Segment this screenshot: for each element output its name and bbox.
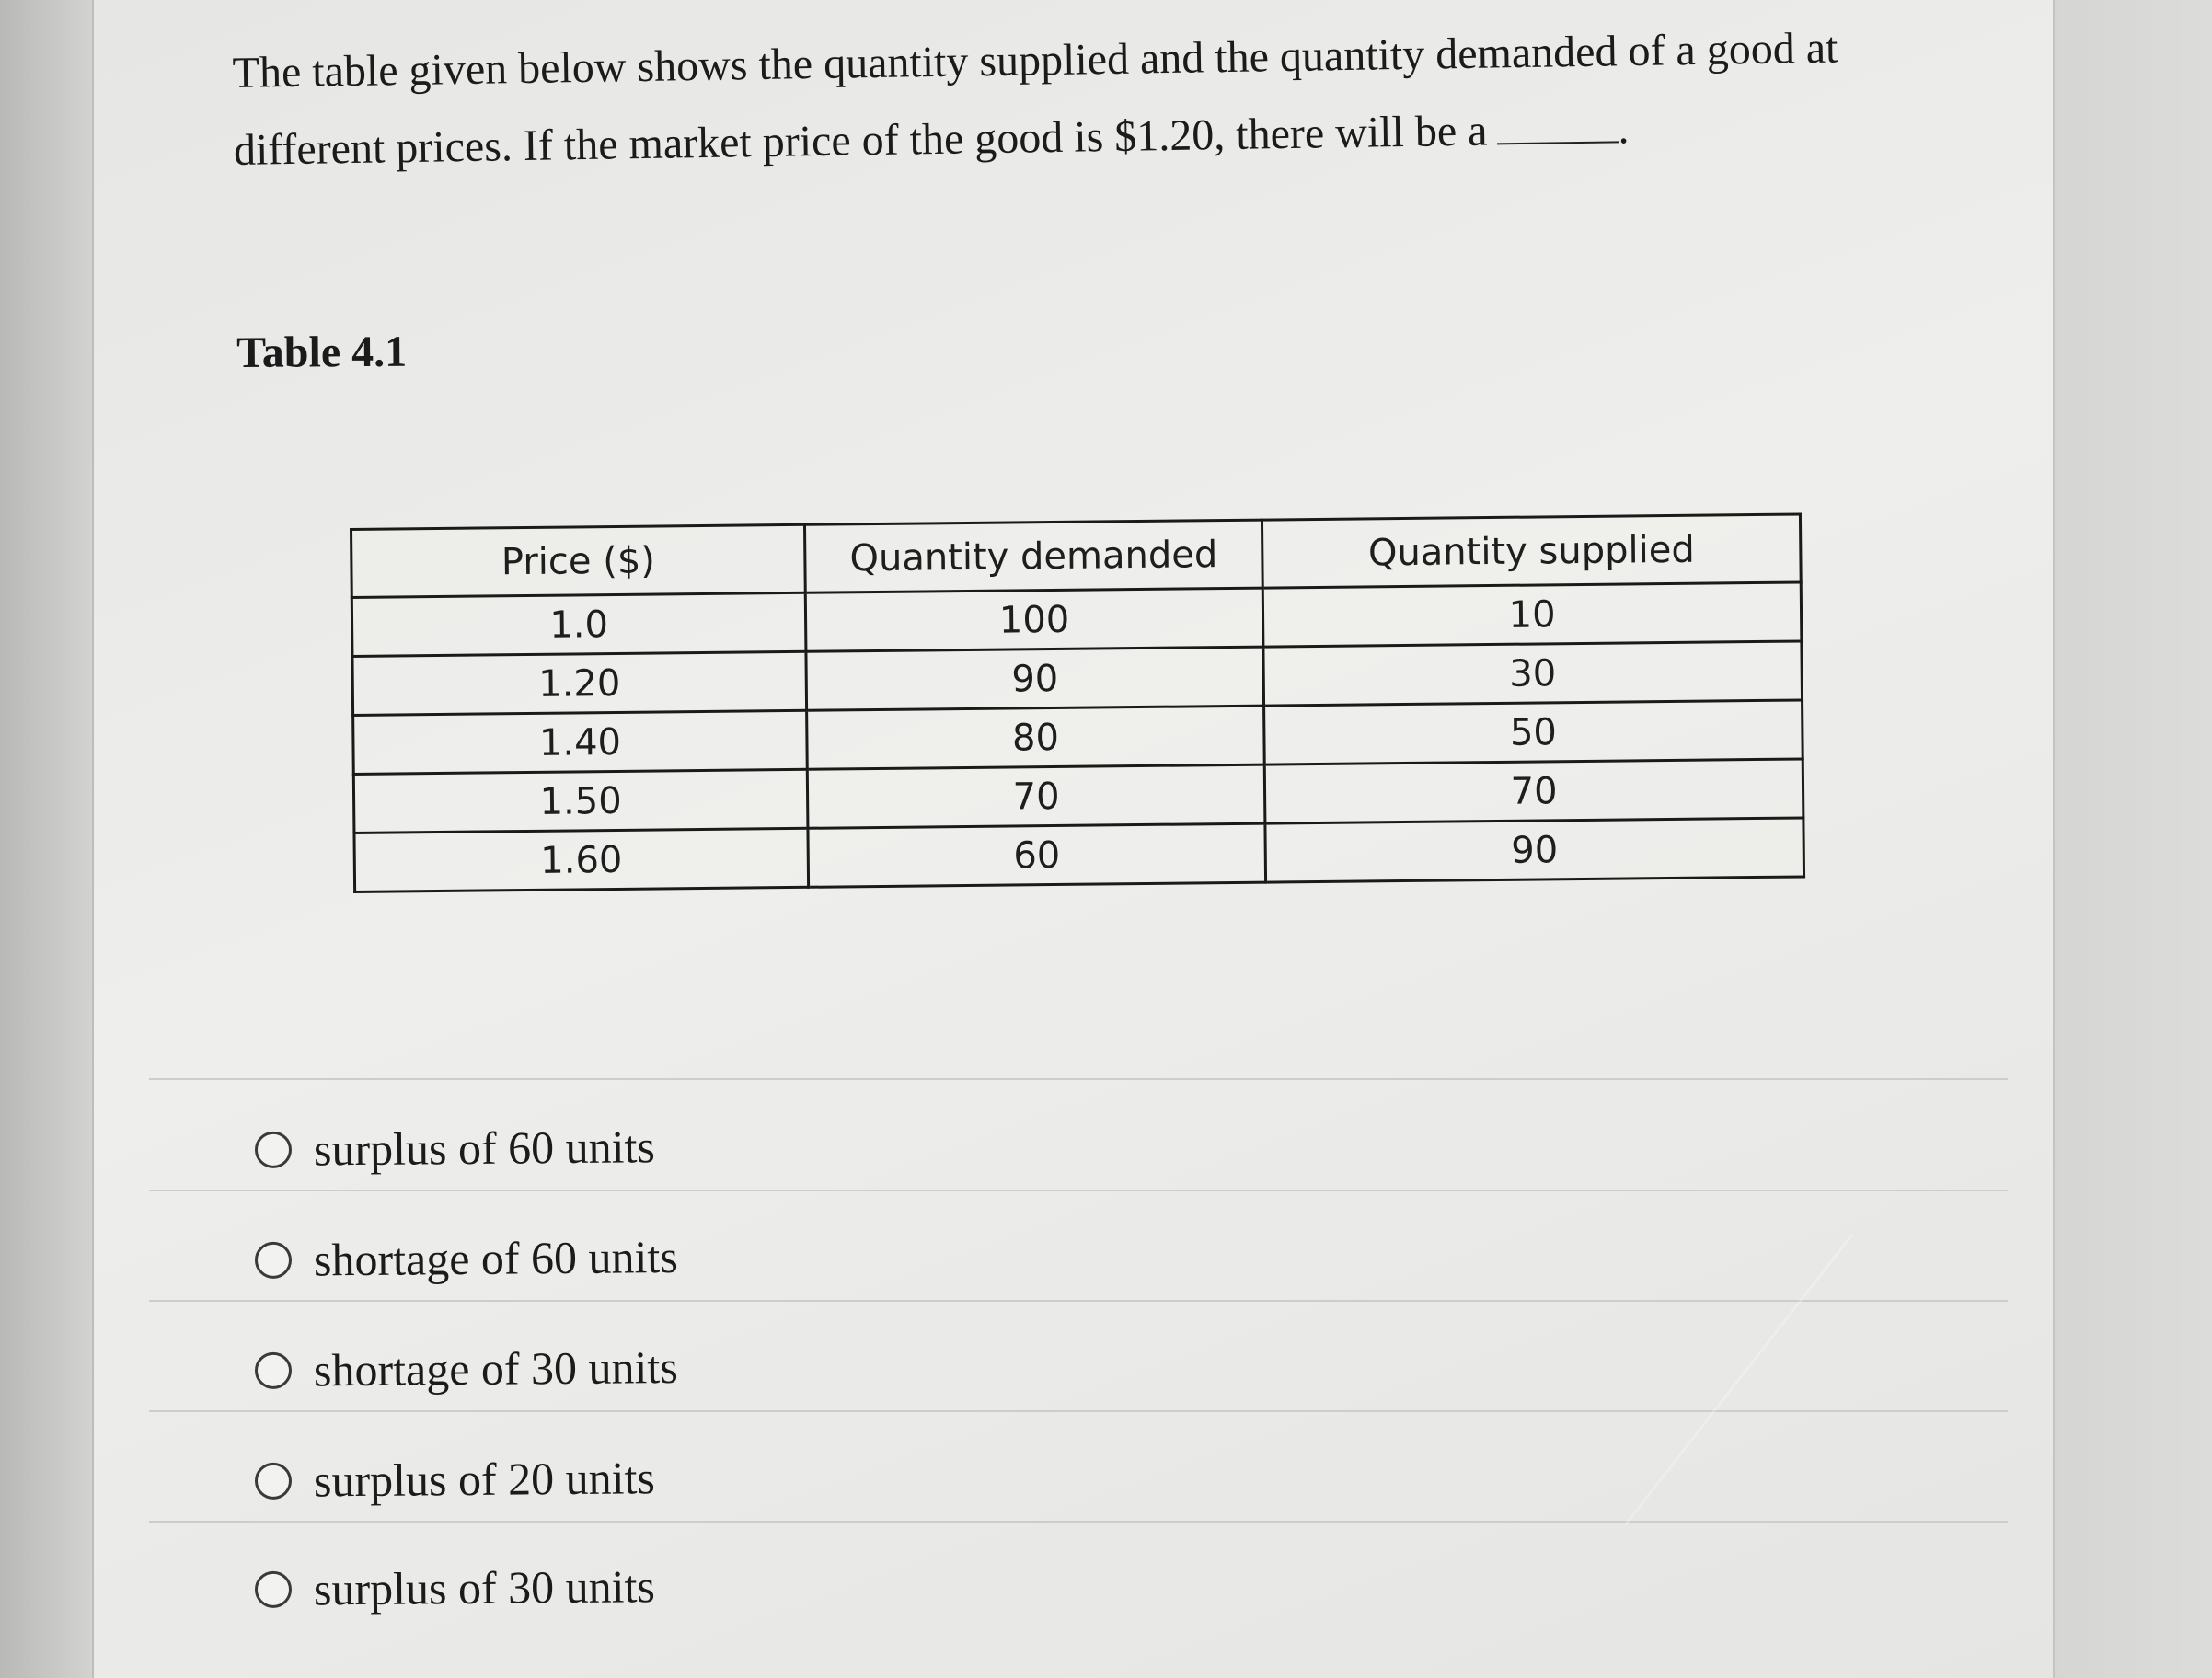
option-divider xyxy=(149,1190,2008,1191)
answer-option-label: surplus of 20 units xyxy=(313,1452,656,1507)
cell-quantity-supplied: 50 xyxy=(1264,700,1803,764)
cell-price: 1.50 xyxy=(353,769,808,833)
cell-quantity-supplied: 30 xyxy=(1263,641,1803,706)
answer-option-5[interactable] xyxy=(255,1558,655,1617)
radio-button-icon[interactable] xyxy=(255,1463,292,1500)
options-top-divider xyxy=(149,1078,2008,1080)
header-quantity-demanded: Quantity demanded xyxy=(804,520,1262,592)
answer-option-label: shortage of 30 units xyxy=(313,1340,679,1396)
question-line-1: The table given below shows the quantity supplied and the quantity demanded of a good at xyxy=(232,23,1838,98)
table-title: Table 4.1 xyxy=(236,327,408,377)
cell-quantity-supplied: 10 xyxy=(1262,582,1802,647)
question-line-2-text: different prices. If the market price of the good is $1.20, there will be a xyxy=(233,106,1488,175)
answer-option-4[interactable] xyxy=(255,1450,655,1509)
screen-margin-right xyxy=(2051,0,2212,1678)
screen-bezel-left xyxy=(0,0,92,1678)
answer-option-label: surplus of 30 units xyxy=(313,1560,656,1615)
screen-glare xyxy=(1624,1234,1853,1525)
radio-button-icon[interactable] xyxy=(255,1132,292,1168)
answer-option-label: shortage of 60 units xyxy=(313,1230,679,1286)
answer-option-2[interactable] xyxy=(255,1229,678,1288)
option-divider xyxy=(149,1521,2008,1523)
radio-button-icon[interactable] xyxy=(255,1571,292,1608)
header-price: Price ($) xyxy=(351,524,806,597)
answer-option-3[interactable] xyxy=(255,1339,678,1398)
answer-option-label: surplus of 60 units xyxy=(313,1121,656,1176)
option-divider xyxy=(149,1300,2008,1302)
answer-blank xyxy=(1496,106,1619,144)
cell-quantity-demanded: 60 xyxy=(808,823,1266,887)
question-line-2-end: . xyxy=(1618,104,1630,154)
radio-button-icon[interactable] xyxy=(255,1352,292,1389)
option-divider xyxy=(149,1410,2008,1412)
cell-quantity-supplied: 90 xyxy=(1265,818,1804,882)
question-text xyxy=(232,7,1982,190)
cell-price: 1.60 xyxy=(354,828,809,891)
supply-demand-table xyxy=(350,512,1805,893)
header-quantity-supplied: Quantity supplied xyxy=(1262,514,1801,588)
cell-quantity-demanded: 100 xyxy=(805,588,1263,651)
cell-quantity-demanded: 90 xyxy=(806,647,1264,710)
table-container xyxy=(350,512,1805,893)
cell-price: 1.0 xyxy=(351,592,806,656)
cell-price: 1.20 xyxy=(352,651,807,715)
cell-quantity-supplied: 70 xyxy=(1264,759,1803,823)
cell-price: 1.40 xyxy=(353,710,808,774)
question-panel xyxy=(92,0,2055,1678)
radio-button-icon[interactable] xyxy=(255,1242,292,1279)
cell-quantity-demanded: 70 xyxy=(807,764,1265,828)
cell-quantity-demanded: 80 xyxy=(807,706,1265,769)
answer-option-1[interactable] xyxy=(255,1119,655,1178)
